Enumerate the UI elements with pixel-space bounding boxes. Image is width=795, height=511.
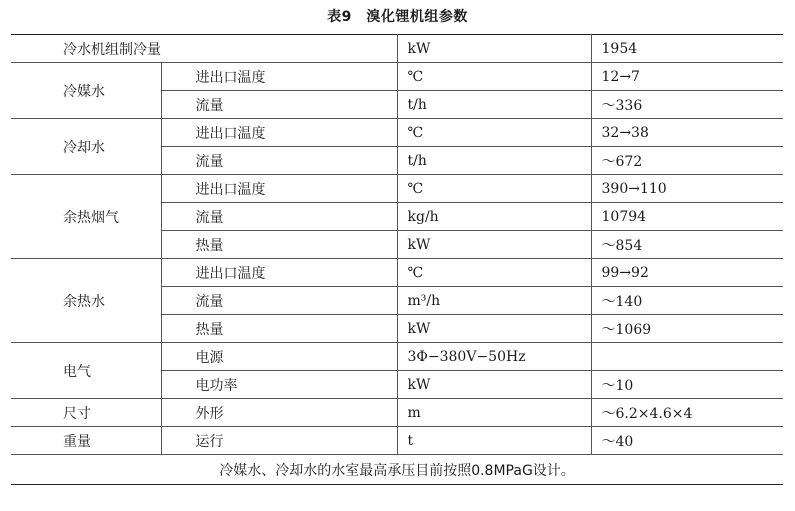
unit-cell: kg/h <box>397 203 591 231</box>
table-row <box>11 63 783 91</box>
unit-cell: t <box>397 427 591 455</box>
item-cell: 外形 <box>161 399 397 427</box>
value-cell: ～40 <box>591 427 783 455</box>
group-name-cell: 重量 <box>11 427 161 455</box>
item-cell: 进出口温度 <box>161 259 397 287</box>
table-note <box>11 455 783 485</box>
item-cell: 电功率 <box>161 371 397 399</box>
value-cell: 99→92 <box>591 259 783 287</box>
unit-cell: m <box>397 399 591 427</box>
unit-cell: kW <box>397 231 591 259</box>
value-cell: ～672 <box>591 147 783 175</box>
table-title: 表9 溴化锂机组参数 <box>327 9 468 25</box>
group-name-cell: 尺寸 <box>11 399 161 427</box>
item-cell: 流量 <box>161 147 397 175</box>
item-cell: 流量 <box>161 91 397 119</box>
group-name-cell: 余热烟气 <box>11 175 161 259</box>
table-row <box>11 259 783 287</box>
item-cell: 热量 <box>161 315 397 343</box>
group-name-cell: 电气 <box>11 343 161 399</box>
note-text: 冷媒水、冷却水的水室最高承压目前按照0.8MPaG设计。 <box>219 462 575 479</box>
item-cell: 进出口温度 <box>161 119 397 147</box>
table-row <box>11 399 783 427</box>
value-cell: 390→110 <box>591 175 783 203</box>
value-cell: 12→7 <box>591 63 783 91</box>
value-cell: ～1069 <box>591 315 783 343</box>
group-name-cell: 冷媒水 <box>11 63 161 119</box>
item-cell: 流量 <box>161 203 397 231</box>
item-cell: 电源 <box>161 343 397 371</box>
parameter-table <box>11 34 783 485</box>
table-row <box>11 343 783 371</box>
item-cell: 运行 <box>161 427 397 455</box>
unit-cell: kW <box>397 371 591 399</box>
value-cell: 10794 <box>591 203 783 231</box>
note-row <box>11 455 783 485</box>
table-row <box>11 175 783 203</box>
unit-cell: ℃ <box>397 259 591 287</box>
unit-cell: t/h <box>397 147 591 175</box>
group-name-cell: 冷却水 <box>11 119 161 175</box>
value-cell: 32→38 <box>591 119 783 147</box>
unit-cell: m³/h <box>397 287 591 315</box>
value-cell: ～140 <box>591 287 783 315</box>
unit-cell: t/h <box>397 91 591 119</box>
unit-cell: 3Φ−380V−50Hz <box>397 343 591 371</box>
value-cell: ～6.2×4.6×4 <box>591 399 783 427</box>
value-cell: ～336 <box>591 91 783 119</box>
unit-cell: ℃ <box>397 175 591 203</box>
unit-cell: kW <box>397 35 591 63</box>
group-name-cell: 余热水 <box>11 259 161 343</box>
value-cell: ～854 <box>591 231 783 259</box>
item-cell: 流量 <box>161 287 397 315</box>
table-row <box>11 427 783 455</box>
group-name-cell: 冷水机组制冷量 <box>11 35 397 63</box>
value-cell: ～10 <box>591 371 783 399</box>
unit-cell: ℃ <box>397 63 591 91</box>
table-row <box>11 35 783 63</box>
table-row <box>11 119 783 147</box>
item-cell: 热量 <box>161 231 397 259</box>
parameter-table-body <box>11 35 783 455</box>
value-cell <box>591 343 783 371</box>
unit-cell: kW <box>397 315 591 343</box>
unit-cell: ℃ <box>397 119 591 147</box>
value-cell: 1954 <box>591 35 783 63</box>
item-cell: 进出口温度 <box>161 175 397 203</box>
item-cell: 进出口温度 <box>161 63 397 91</box>
